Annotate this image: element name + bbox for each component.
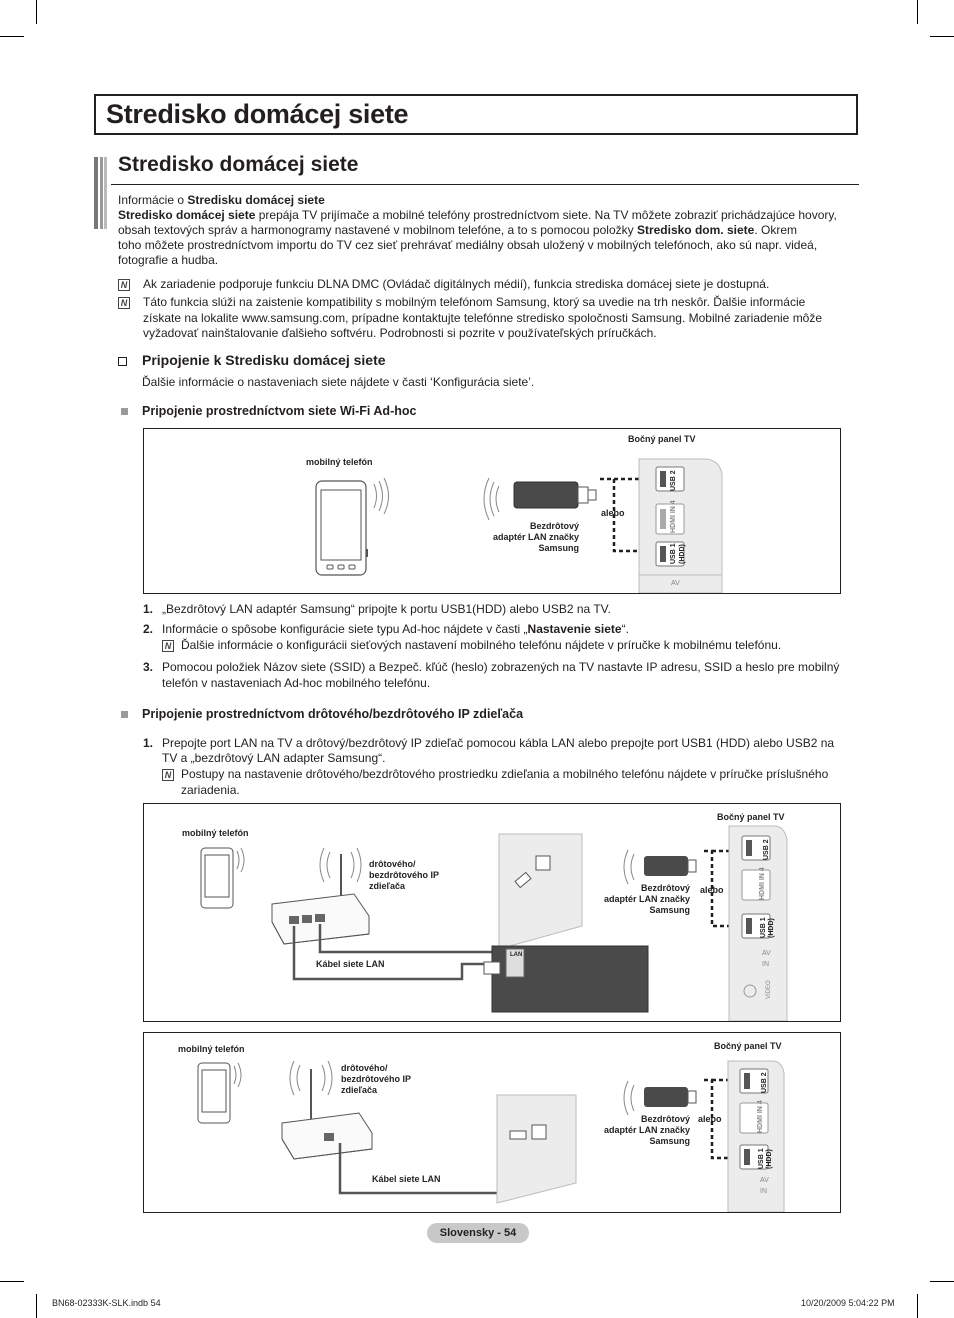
- usb2-port-label: USB 2: [670, 470, 677, 491]
- hdd-port-label: (HDD): [766, 1149, 773, 1169]
- av-in-port-label: AV IN: [762, 950, 771, 968]
- connect-desc: Ďalšie informácie o nastaveniach siete nájdete v časti ‘Konfigurácia siete’.: [142, 375, 535, 389]
- crop-mark: [917, 1294, 918, 1318]
- crop-mark: [36, 0, 37, 24]
- note-text: Táto funkcia slúži na zaistenie kompatibility s mobilným telefónom Samsung, ktorý sa uvedie na trh neskôr. Ďalšie informácie: [143, 295, 806, 309]
- diagram-wired-1: [143, 803, 841, 1022]
- intro-line-1: Stredisko domácej siete prepája TV prijímače a mobilné telefóny prostredníctvom siete. Na TV môžete zobraziť prichádzajúce hovory,: [118, 208, 837, 222]
- gray-square-bullet-icon: [121, 408, 128, 415]
- hdd-port-label: (HDD): [679, 544, 686, 564]
- step-text: telefón v nastaveniach Ad-hoc mobilného telefónu.: [162, 676, 431, 690]
- step-text: TV a „bezdrôtový LAN adapter Samsung“.: [162, 751, 386, 765]
- crop-mark: [0, 36, 24, 37]
- lan-port-label: LAN: [510, 952, 523, 958]
- router-label: drôtového/ bezdrôtového IP zdieľača: [341, 1063, 412, 1095]
- main-title-box: [94, 94, 858, 135]
- adhoc-heading: Pripojenie prostredníctvom siete Wi-Fi Ad-hoc: [142, 404, 417, 418]
- checkbox-bullet-icon: [118, 357, 127, 366]
- connect-heading: Pripojenie k Stredisku domácej siete: [142, 352, 386, 368]
- slug-left: BN68-02333K-SLK.indb 54: [52, 1298, 161, 1308]
- section-rule: [111, 184, 859, 185]
- note-text: Ak zariadenie podporuje funkciu DLNA DMC (Ovládač digitálnych médií), funkcia strediska domácej siete je dostupná.: [143, 277, 770, 291]
- adhoc-diagram-graphic: [144, 429, 840, 593]
- intro-info-line: Informácie o Stredisku domácej siete: [118, 193, 325, 207]
- phone-label: mobilný telefón: [306, 457, 373, 467]
- hdd-port-label: (HDD): [768, 918, 775, 938]
- hdmi-port-label: HDMI IN 4: [759, 867, 766, 900]
- step-number: 3.: [143, 660, 154, 674]
- av-in-port-label: AV IN: [760, 1177, 769, 1195]
- wired-note: Postupy na nastavenie drôtového/bezdrôtového prostriedku zdieľania a mobilného telefónu nájdete v príručke príslušného: [181, 767, 829, 781]
- adapter-label: Bezdrôtový adaptér LAN značky Samsung: [603, 883, 690, 915]
- step-number: 1.: [143, 602, 154, 616]
- diagram-adhoc: [143, 428, 841, 594]
- step2-note: Ďalšie informácie o konfigurácii sieťových nastavení mobilného telefónu nájdete v príručke k mobilnému telefónu.: [181, 638, 782, 652]
- page-title: Stredisko domácej siete: [106, 99, 409, 129]
- wired-diagram-graphic-2: [144, 1033, 840, 1212]
- usb2-port-label: USB 2: [763, 839, 770, 860]
- usb1-port-label: USB 1: [760, 917, 767, 938]
- or-label: alebo: [601, 508, 625, 518]
- wired-heading: Pripojenie prostredníctvom drôtového/bezdrôtového IP zdieľača: [142, 707, 524, 721]
- step-text: „Bezdrôtový LAN adaptér Samsung“ pripojte k portu USB1(HDD) alebo USB2 na TV.: [162, 602, 611, 616]
- note-icon: N: [162, 640, 174, 652]
- section-title: Stredisko domácej siete: [118, 153, 359, 176]
- hdmi-port-label: HDMI IN 4: [757, 1100, 764, 1133]
- side-panel-label: Bočný panel TV: [717, 812, 785, 822]
- gray-square-bullet-icon: [121, 711, 128, 718]
- video-port-label: VIDEO: [766, 980, 772, 999]
- side-panel-label: Bočný panel TV: [628, 434, 696, 444]
- diagram-wired-2: [143, 1032, 841, 1213]
- hdmi-port-label: HDMI IN 4: [670, 500, 677, 533]
- cable-label: Kábel siete LAN: [372, 1174, 441, 1184]
- section-bars: [94, 157, 107, 229]
- usb1-port-label: USB 1: [758, 1148, 765, 1169]
- router-label: drôtového/ bezdrôtového IP zdieľača: [369, 859, 440, 891]
- adapter-label: Bezdrôtový adaptér LAN značky Samsung: [603, 1114, 690, 1146]
- av-port-label: AV: [671, 580, 680, 587]
- phone-label: mobilný telefón: [178, 1044, 245, 1054]
- phone-label: mobilný telefón: [182, 828, 249, 838]
- note-icon: N: [118, 297, 130, 309]
- intro-line-3: toho môžete prostredníctvom importu do TV cez sieť prehrávať mediálny obsah uložený v mobilných telefónoch, ako sú napr. videá,: [118, 238, 818, 252]
- wired-note: zariadenia.: [181, 783, 240, 797]
- note-icon: N: [118, 279, 130, 291]
- side-panel-label: Bočný panel TV: [714, 1041, 782, 1051]
- step-number: 2.: [143, 622, 154, 636]
- crop-mark: [36, 1294, 37, 1318]
- or-label: alebo: [700, 885, 724, 895]
- note-text: získate na lokalite www.samsung.com, prípadne kontaktujte telefónne stredisko spoločnosti Samsung. Mobilné zariadenie môže: [143, 311, 823, 325]
- step-text: Prepojte port LAN na TV a drôtový/bezdrôtový IP zdieľač pomocou kábla LAN alebo prepojte port USB1 (HDD) alebo USB2 na: [162, 736, 835, 750]
- usb1-port-label: USB 1: [670, 543, 677, 564]
- intro-line-2: obsah textových správ a harmonogramy nastavené v mobilnom telefóne, a to s pomocou položky Stredisko dom. siete. Okrem: [118, 223, 797, 237]
- step-number: 1.: [143, 736, 154, 750]
- crop-mark: [917, 0, 918, 24]
- step-text: Pomocou položiek Názov siete (SSID) a Bezpeč. kľúč (heslo) zobrazených na TV nastavte IP adresu, SSID a heslo pre mobilný: [162, 660, 840, 674]
- intro-line-4: fotografie a hudba.: [118, 253, 219, 267]
- step-text: Informácie o spôsobe konfigurácie siete typu Ad-hoc nájdete v časti „Nastavenie siete“.: [162, 622, 629, 636]
- note-icon: N: [162, 769, 174, 781]
- cable-label: Kábel siete LAN: [316, 959, 385, 969]
- adapter-label: Bezdrôtový adaptér LAN značky Samsung: [492, 521, 579, 553]
- usb2-port-label: USB 2: [761, 1072, 768, 1093]
- note-text: vyžadovať nainštalovanie ďalšieho softvéru. Podrobnosti si pozrite v používateľských príručkách.: [143, 326, 657, 340]
- crop-mark: [0, 1281, 24, 1282]
- or-label: alebo: [698, 1114, 722, 1124]
- crop-mark: [930, 36, 954, 37]
- page-number-badge: Slovensky - 54: [427, 1223, 529, 1243]
- slug-right: 10/20/2009 5:04:22 PM: [801, 1298, 895, 1308]
- crop-mark: [930, 1281, 954, 1282]
